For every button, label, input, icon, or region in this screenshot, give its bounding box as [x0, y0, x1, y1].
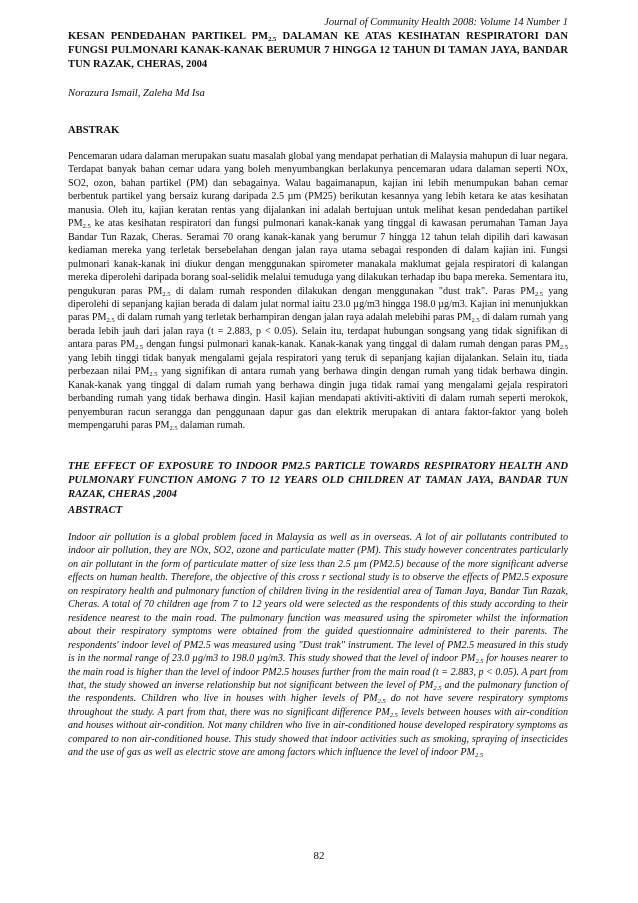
running-head: Journal of Community Health 2008: Volume 14 Number 1 — [324, 17, 568, 28]
abstrak-heading: ABSTRAK — [68, 125, 120, 136]
article-title-english: THE EFFECT OF EXPOSURE TO INDOOR PM2.5 PARTICLE TOWARDS RESPIRATORY HEALTH AND PULMONARY FUNCTION AMONG 7 TO 12 YEARS OLD CHILDREN AT TAMAN JAYA, BANDAR TUN RAZAK, CHERAS ,2004 — [68, 461, 568, 500]
article-title-malay: KESAN PENDEDAHAN PARTIKEL $PM_{2.5}$ DALAMAN KE ATAS KESIHATAN RESPIRATORI DAN FUNGSI PULMONARI KANAK-KANAK BERUMUR 7 HINGGA 12 TAHUN DI TAMAN JAYA, BANDAR TUN RAZAK, CHERAS, 2004 — [68, 31, 568, 70]
abstrak-paragraph: Pencemaran udara dalaman merupakan suatu masalah global yang mendapat perhatian di Malaysia mahupun di luar negara. Terdapat banyak bahan cemar udara yang boleh menyumbangkan berlakunya pencemaran udara dalaman seperti NOx, SO2, ozon, bahan partikel (PM) dan sebagainya. Walau bagaimanapun, kajian ini lebih menumpukan bahan cemar berbentuk partikel yang bersaiz kurang daripada 2.5 µm (PM25) berikutan kesannya yang lebih ketara ke atas kesihatan manusia. Oleh itu, kajian keratan rentas yang dijalankan ini adalah bertujuan untuk melihat kesan pendedahan partikel $PM_{2.5}$ ke atas kesihatan respiratori dan fungsi pulmonari kanak-kanak yang tinggal di kawasan perumahan Taman Jaya Bandar Tun Razak, Cheras. Seramai 70 orang kanak-kanak yang berumur 7 hingga 12 tahun telah dipilih dari kawasan kediaman mereka yang terletak bersebelahan dengan jalan raya utama sebagai responden di dalam kajian ini. Fungsi pulmonari kanak-kanak ini diukur dengan menggunakan spirometer manakala maklumat gejala respiratori di kalangan mereka diperolehi daripada borang soal-selidik melalui temuduga yang dilakukan terhadap ibu bapa mereka. Sementara itu, pengukuran paras $PM_{2.5}$ di dalam rumah responden dilakukan dengan menggunakan "dust trak". Paras $PM_{2.5}$ yang diperolehi di sepanjang kajian berada di dalam julat normal iaitu 23.0 µg/m3 hingga 198.0 µg/m3. Kajian ini menunjukkan paras $PM_{2.5}$ di dalam rumah yang terletak berhampiran dengan jalan raya adalah melebihi paras $PM_{2.5}$ di dalam rumah yang berada lebih jauh dari jalan raya (t = 2.883, p < 0.05). Selain itu, terdapat hubungan songsang yang tidak signifikan di antara paras $PM_{2.5}$ dengan fungsi pulmonari kanak-kanak. Kanak-kanak yang tinggal di dalam rumah dengan paras $PM_{2.5}$ yang lebih tinggi tidak banyak mengalami gejala respiratori yang teruk di sepanjang kajian dijalankan. Selain itu, tiada perbezaan nilai $PM_{2.5}$ yang signifikan di antara rumah yang berhawa dingin dengan rumah yang tidak berhawa dingin. Kanak-kanak yang tinggal di dalam rumah yang berhawa dingin juga tidak ramai yang mengalami gejala respiratori berbanding rumah yang tidak berhawa dingin. Hasil kajian mendapati aktiviti-aktiviti di dalam rumah seperti merokok, penyemburan racun serangga dan penggunaan dapur gas dan elektrik merupakan di antara faktor-faktor yang boleh mempengaruhi paras $PM_{2.5}$ dalaman rumah. — [68, 151, 569, 433]
page-number: 82 — [313, 850, 325, 862]
abstract-paragraph: Indoor air pollution is a global problem faced in Malaysia as well as in overseas. A lot of air pollutants contributed to indoor air pollution, they are NOx, SO2, ozone and particulate matter (PM). This study however concentrates particularly on air pollutant in the form of particulate matter of size less than 2.5 µm (PM2.5) because of the more significant adverse effects on human health. Therefore, the objective of this cross r sectional study is to observe the effects of PM2.5 exposure on respiratory health and pulmonary function of children living in the residential area of Taman Jaya, Bandar Tun Razak, Cheras. A total of 70 children age from 7 to 12 years old were selected as the respondents of this study according to their residence nearest to the main road. The pulmonary function was measured using the spirometer whilst the information about their respiratory symptoms were obtained from the guided questionnaire administered to their parents. The respondents' indoor level of PM2.5 was measured using "Dust trak" instrument. The level of PM2.5 measured in this study is in the normal range of 23.0 µg/m3 to 198.0 µg/m3. This study showed that the level of indoor $PM_{2.5}$ for houses nearer to the main road is higher than the level of indoor PM2.5 houses further from the main road (t = 2.883, p < 0.05). A part from that, the study showed an inverse relationship but not significant between the level of $PM_{2.5}$ and the pulmonary function of the respondents. Children who live in houses with higher levels of $PM_{2.5}$ do not have severe respiratory symptoms throughout the study. A part from that, there was no significant difference $PM_{2.5}$ levels between houses with air-condition and houses without air-condition. Not many children who live in air-conditioned house developed respiratory symptoms as compared to non air-conditioned house. This study showed that indoor activities such as smoking, spraying of insecticides and the use of gas as well as electric stove are among factors which influence the level of indoor $PM_{2.5}$ — [68, 532, 569, 760]
author-list: Norazura Ismail, Zaleha Md Isa — [68, 88, 205, 99]
abstract-heading: ABSTRACT — [68, 505, 123, 516]
